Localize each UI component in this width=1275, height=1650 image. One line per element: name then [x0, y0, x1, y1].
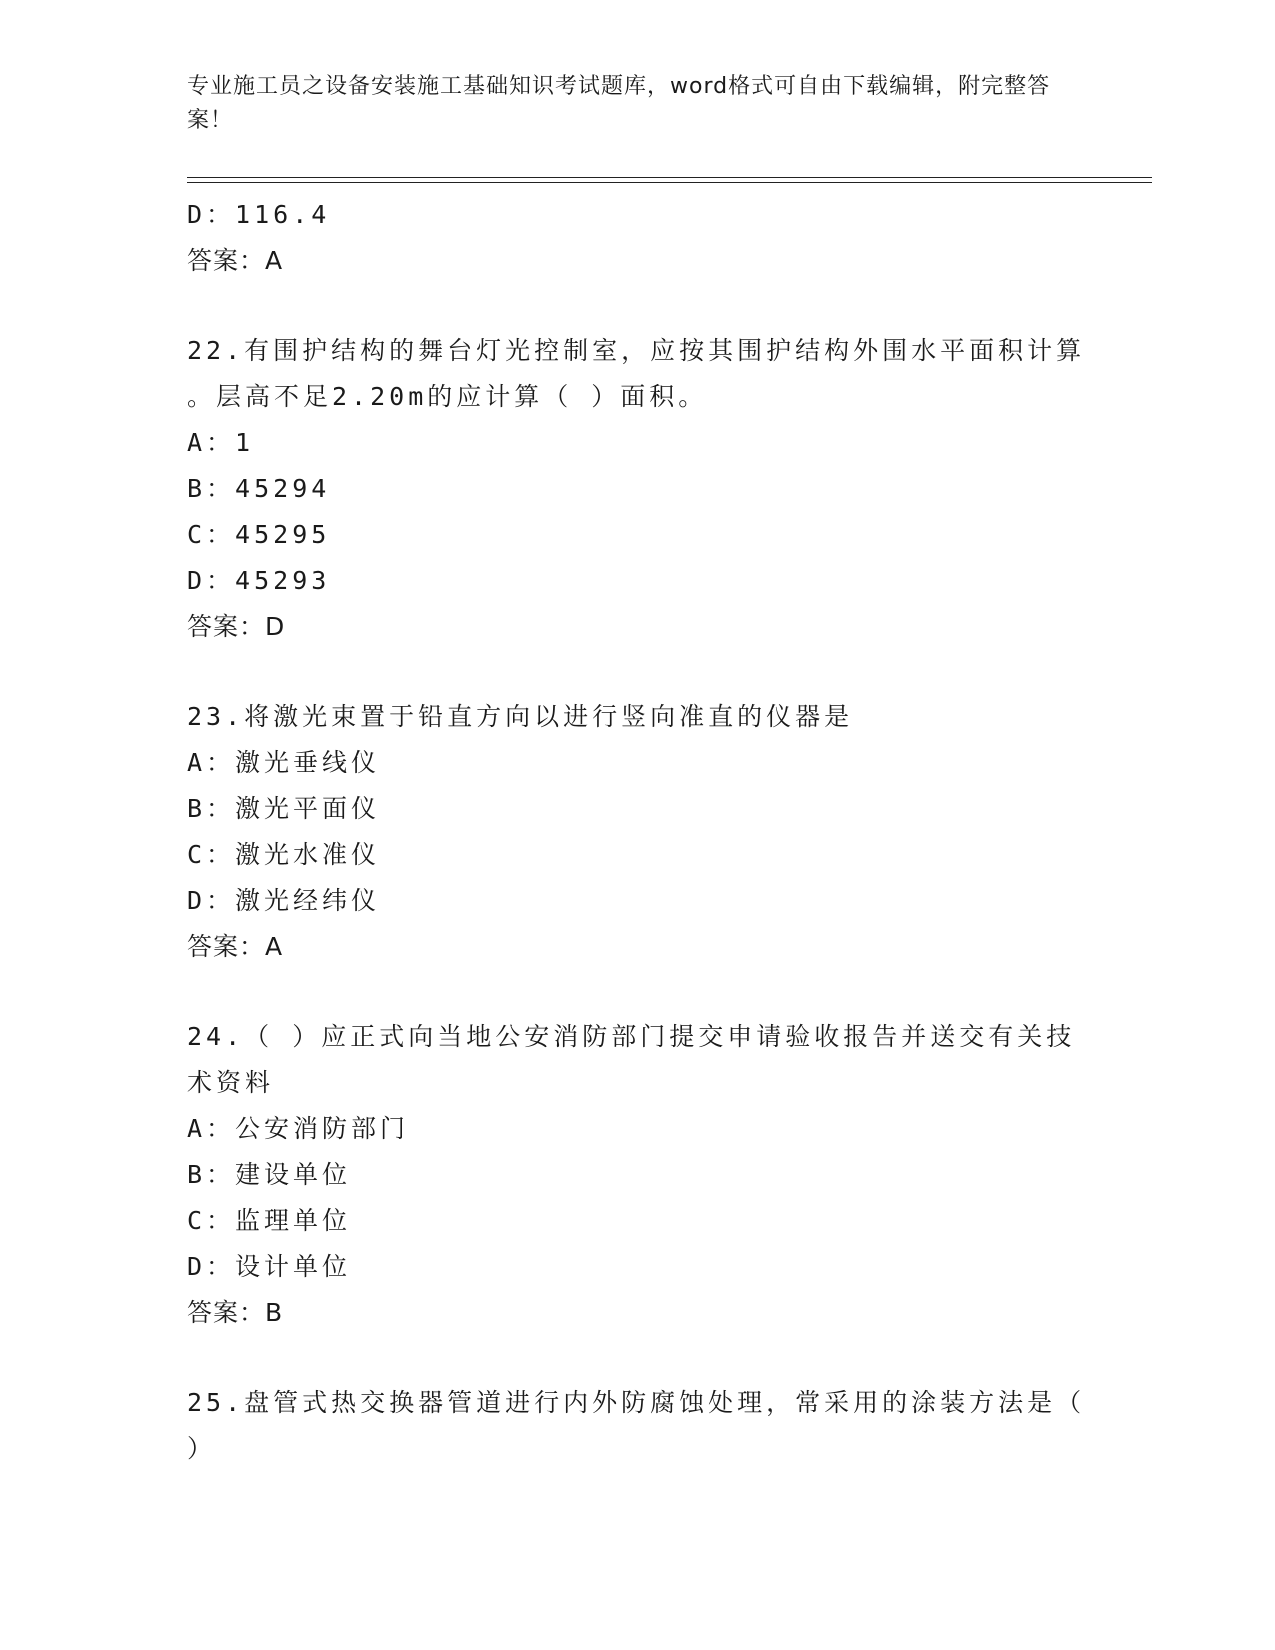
question-content	[187, 192, 1087, 1472]
question-25-stem-line2: ）	[187, 1434, 217, 1463]
question-24-answer: 答案：B	[187, 1298, 284, 1327]
question-24-stem-line2: 术资料	[187, 1068, 275, 1097]
question-24-option-d: D：设计单位	[187, 1252, 352, 1281]
question-22-answer: 答案：D	[187, 612, 286, 641]
question-22-stem-line2: 。层高不足2.20m的应计算（ ）面积。	[187, 382, 708, 411]
question-22-option-a: A：1	[187, 428, 255, 457]
question-25-stem-line1: 25.盘管式热交换器管道进行内外防腐蚀处理，常采用的涂装方法是（	[187, 1388, 1086, 1417]
header-rule-bottom	[187, 182, 1152, 183]
prev-option-d: D：116.4	[187, 200, 331, 229]
question-23-option-b: B：激光平面仪	[187, 794, 381, 823]
spacer	[187, 650, 1087, 694]
spacer	[187, 1336, 1087, 1380]
spacer	[187, 284, 1087, 328]
prev-answer: 答案：A	[187, 246, 284, 275]
spacer	[187, 970, 1087, 1014]
question-23-stem-line1: 23.将激光束置于铅直方向以进行竖向准直的仪器是	[187, 702, 854, 731]
question-24-option-c: C：监理单位	[187, 1206, 352, 1235]
question-23-option-d: D：激光经纬仪	[187, 886, 381, 915]
question-23-answer: 答案：A	[187, 932, 284, 961]
question-22-option-d: D：45293	[187, 566, 331, 595]
question-24-option-a: A：公安消防部门	[187, 1114, 410, 1143]
question-22-option-c: C：45295	[187, 520, 331, 549]
document-header: 专业施工员之设备安装施工基础知识考试题库，word格式可自由下载编辑，附完整答案！	[187, 74, 1051, 133]
question-24-option-b: B：建设单位	[187, 1160, 352, 1189]
question-23-option-a: A：激光垂线仪	[187, 748, 381, 777]
question-22-option-b: B：45294	[187, 474, 331, 503]
question-22-stem-line1: 22.有围护结构的舞台灯光控制室，应按其围护结构外围水平面积计算	[187, 336, 1086, 365]
question-24-stem-line1: 24.（ ）应正式向当地公安消防部门提交申请验收报告并送交有关技	[187, 1022, 1076, 1051]
question-23-option-c: C：激光水准仪	[187, 840, 381, 869]
header-rule-top	[187, 177, 1152, 178]
